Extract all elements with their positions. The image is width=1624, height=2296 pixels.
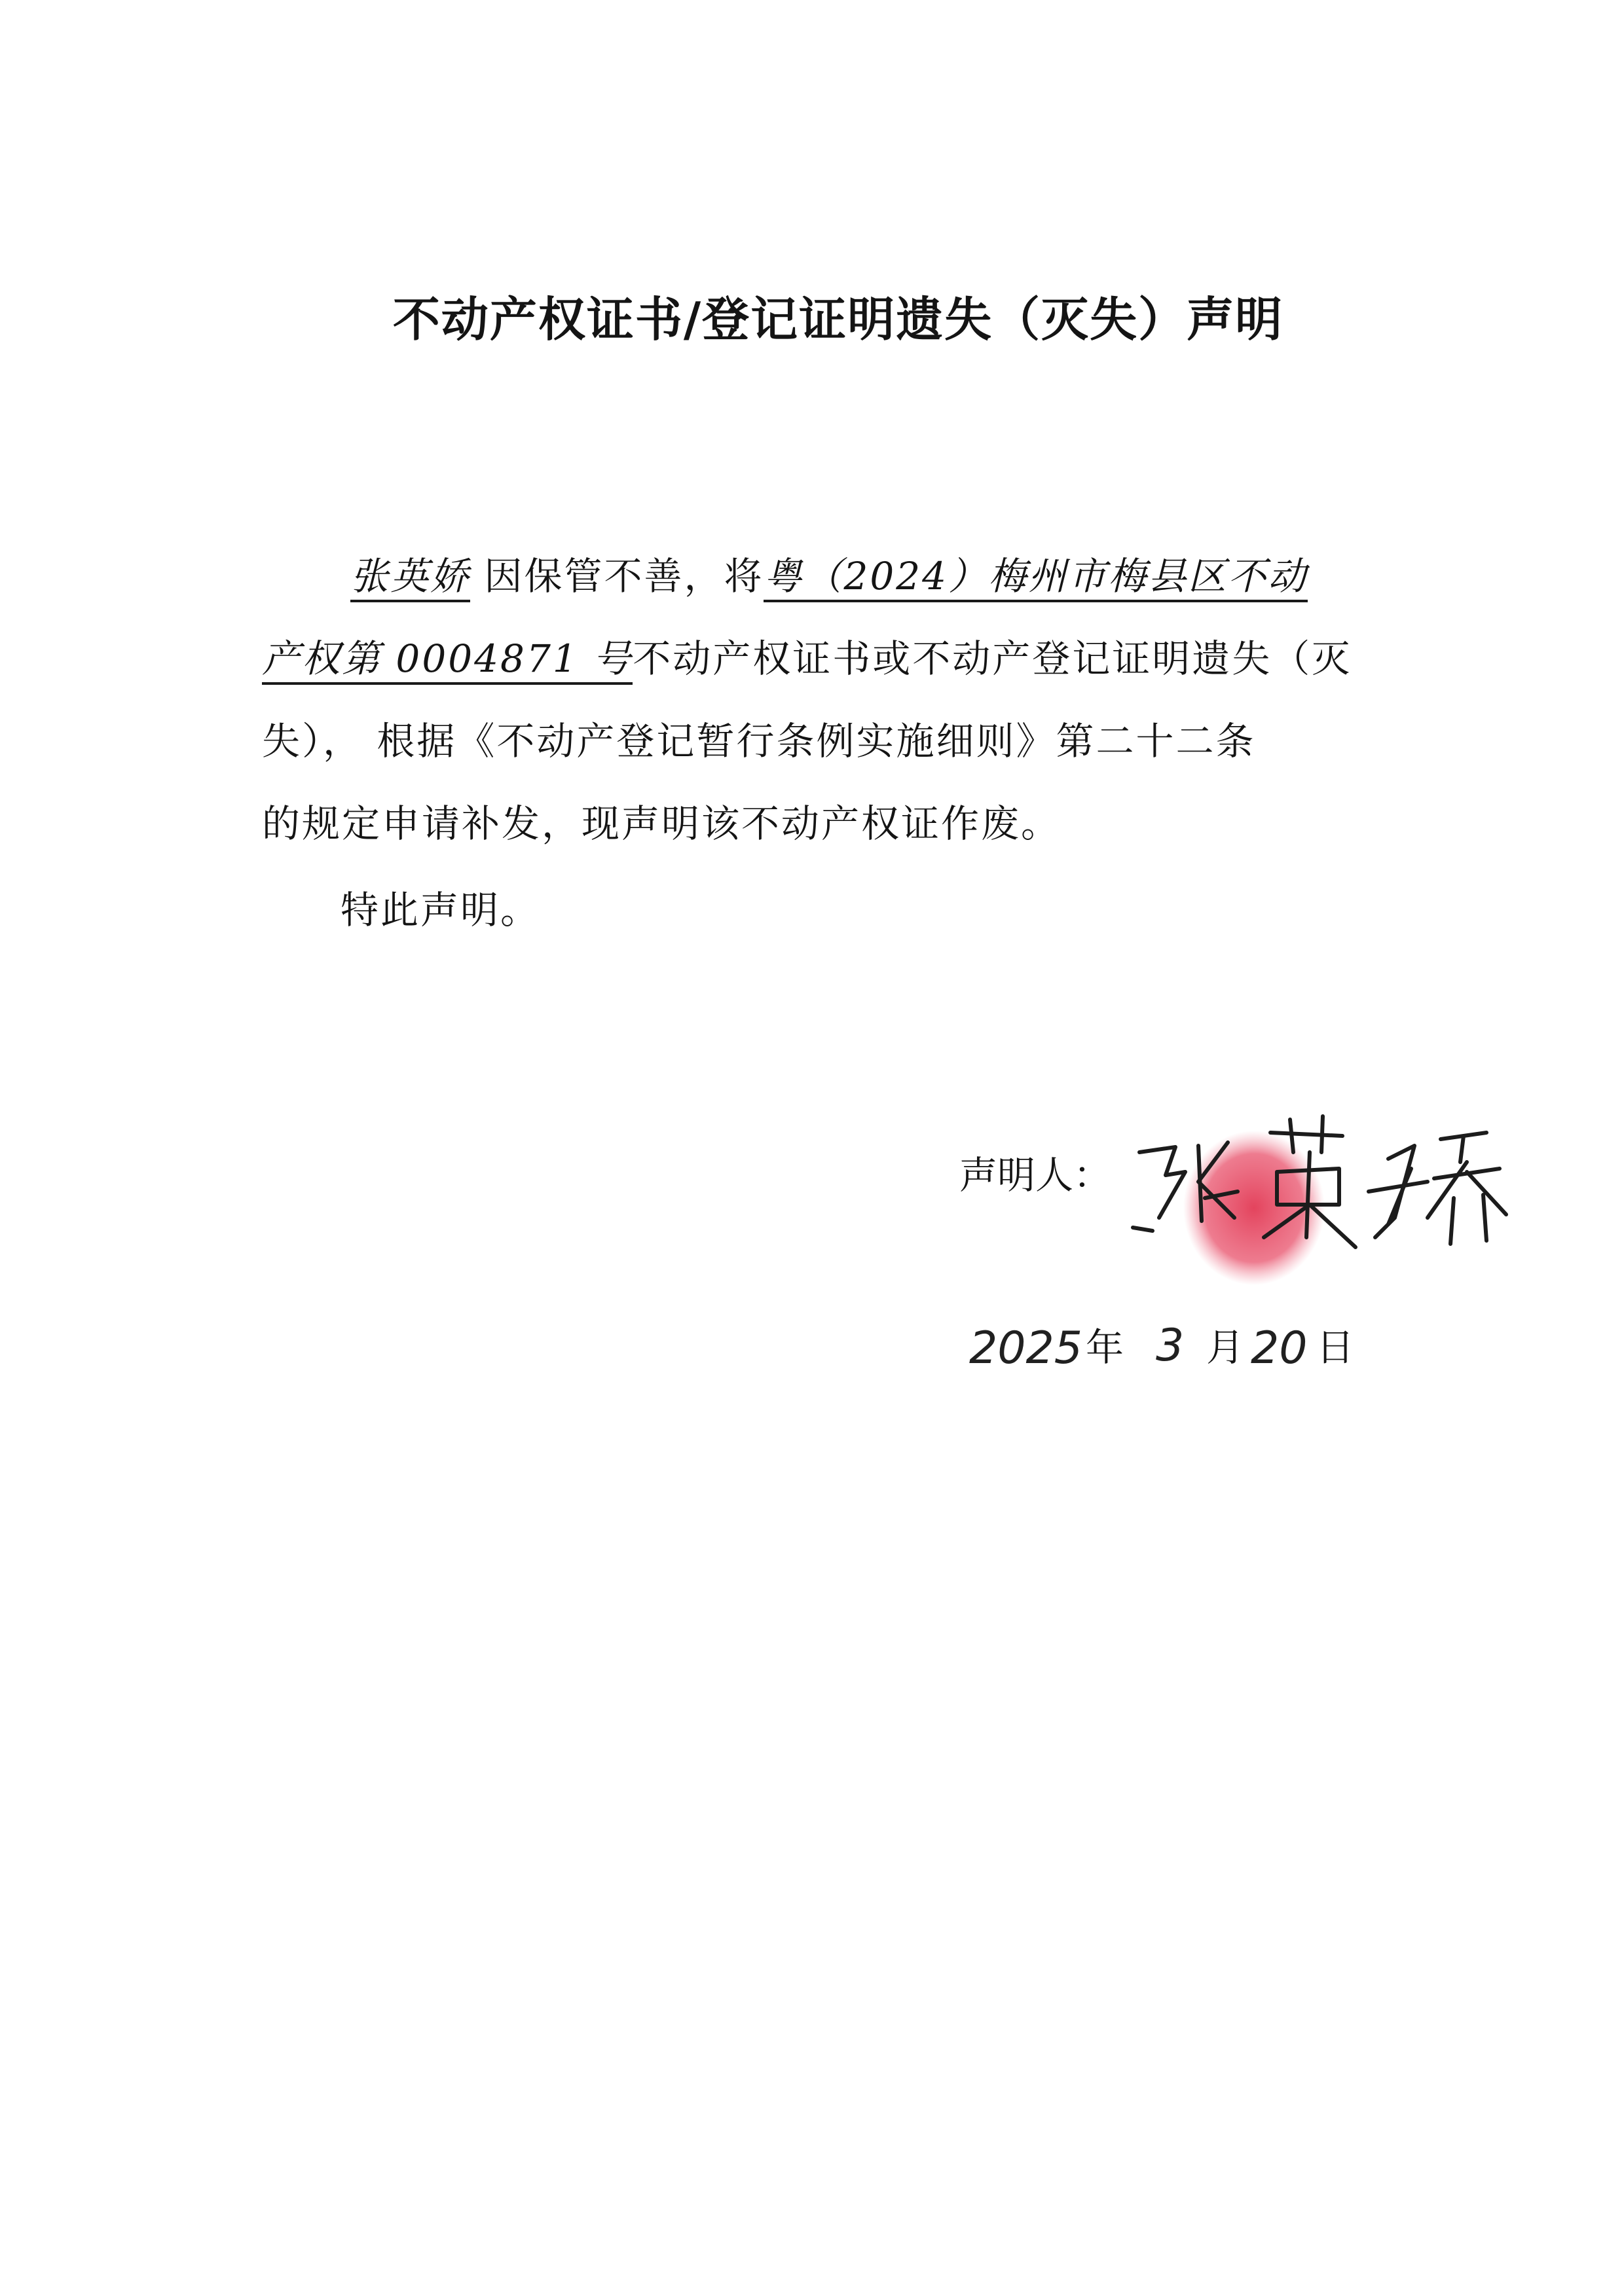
date-day-char: 日 (1316, 1325, 1355, 1370)
certificate-ref-part1: 粤（2024）梅州市梅县区不动 (764, 554, 1308, 602)
date-month-char: 月 (1206, 1325, 1245, 1370)
date-day: 20 (1251, 1322, 1308, 1374)
closing-statement: 特此声明。 (341, 888, 541, 932)
declarant-name: 张英娇 (350, 554, 470, 602)
document-title: 不动产权证书/登记证明遗失（灭失）声明 (392, 291, 1284, 347)
date-month: 3 (1156, 1320, 1185, 1372)
declarant-label: 声明人： (959, 1153, 1112, 1197)
handwritten-signature (1113, 1106, 1519, 1277)
body-line-4: 的规定申请补发，现声明该不动产权证作废。 (262, 801, 1061, 846)
body-line-1 (350, 550, 1308, 602)
body-line-3: 失）， 根据《不动产登记暂行条例实施细则》第二十二条 (262, 719, 1256, 763)
body-line-2 (262, 632, 1352, 685)
date-year: 2025 (969, 1322, 1083, 1374)
date-year-char: 年 (1086, 1325, 1124, 1370)
body-line-1-text: 因保管不善，将 (484, 554, 764, 598)
body-line-2-text: 不动产权证书或不动产登记证明遗失（灭 (633, 636, 1352, 681)
declaration-date (969, 1313, 1388, 1391)
certificate-ref-part2: 产权第 0004871 号 (262, 636, 633, 685)
